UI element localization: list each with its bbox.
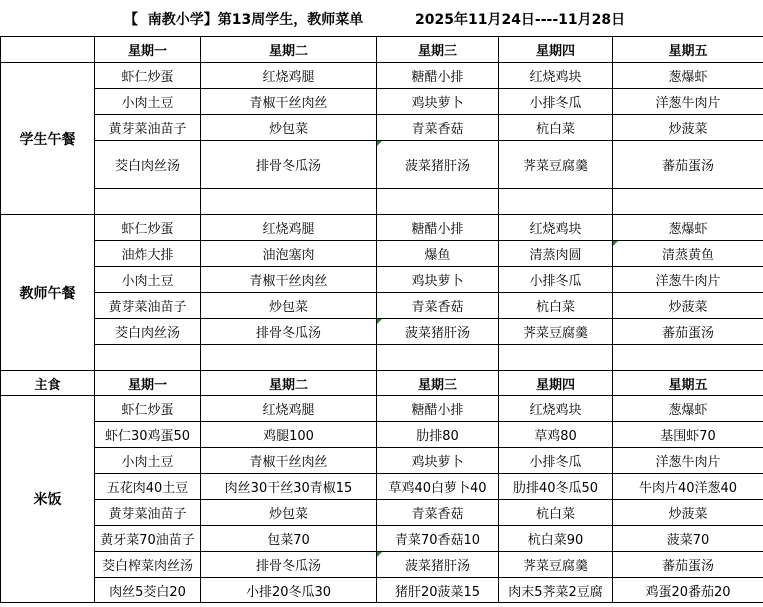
menu-cell: 小排冬瓜 — [499, 267, 613, 293]
weekday-header: 星期二 — [201, 371, 377, 396]
menu-cell — [95, 189, 201, 215]
menu-cell: 青菜香菇 — [377, 115, 499, 141]
menu-cell — [499, 345, 613, 371]
menu-cell: 鸡块萝卜 — [377, 448, 499, 474]
menu-cell: 鸡块萝卜 — [377, 89, 499, 115]
weekday-header: 星期三 — [377, 371, 499, 396]
menu-cell: 青椒干丝肉丝 — [201, 89, 377, 115]
menu-cell: 洋葱牛肉片 — [613, 448, 763, 474]
menu-cell: 肉丝30干丝30青椒15 — [201, 474, 377, 500]
menu-cell: 蕃茄蛋汤 — [613, 141, 763, 189]
comment-marker-icon — [377, 141, 382, 146]
menu-cell: 青菜香菇 — [377, 293, 499, 319]
menu-cell: 红烧鸡块 — [499, 63, 613, 89]
menu-cell: 葱爆虾 — [613, 215, 763, 241]
menu-cell: 糖醋小排 — [377, 63, 499, 89]
menu-cell: 糖醋小排 — [377, 396, 499, 422]
menu-cell: 糖醋小排 — [377, 215, 499, 241]
menu-cell: 洋葱牛肉片 — [613, 89, 763, 115]
section-label-student: 学生午餐 — [1, 63, 95, 215]
menu-cell: 牛肉片40洋葱40 — [613, 474, 763, 500]
menu-cell — [613, 345, 763, 371]
table-row — [1, 189, 763, 215]
menu-cell: 爆鱼 — [377, 241, 499, 267]
menu-cell: 青菜香菇 — [377, 500, 499, 526]
menu-cell: 黄芽菜油苗子 — [95, 500, 201, 526]
table-row — [1, 371, 763, 396]
menu-cell: 虾仁炒蛋 — [95, 396, 201, 422]
menu-cell: 草鸡80 — [499, 422, 613, 448]
menu-cell: 茭白肉丝汤 — [95, 319, 201, 345]
menu-cell: 葱爆虾 — [613, 396, 763, 422]
table-row — [1, 37, 763, 63]
table-row — [1, 500, 763, 526]
weekday-header: 星期一 — [95, 371, 201, 396]
menu-cell: 炒包菜 — [201, 293, 377, 319]
menu-cell — [377, 189, 499, 215]
menu-cell: 小排20冬瓜30 — [201, 578, 377, 603]
menu-cell: 青椒干丝肉丝 — [201, 448, 377, 474]
table-row — [1, 448, 763, 474]
weekday-header: 星期四 — [499, 37, 613, 63]
menu-cell: 青椒干丝肉丝 — [201, 267, 377, 293]
menu-cell: 菠菜猪肝汤 — [377, 552, 499, 578]
menu-title-school: 【 南教小学】第13周学生，教师菜单 — [124, 12, 364, 28]
menu-cell: 肋排80 — [377, 422, 499, 448]
table-row — [1, 293, 763, 319]
section-label-rice: 米饭 — [1, 396, 95, 603]
menu-cell: 炒包菜 — [201, 115, 377, 141]
menu-cell: 鸡腿100 — [201, 422, 377, 448]
menu-cell: 油炸大排 — [95, 241, 201, 267]
table-row — [1, 89, 763, 115]
table-row — [1, 141, 763, 189]
menu-cell: 葱爆虾 — [613, 63, 763, 89]
menu-cell: 肉丝5茭白20 — [95, 578, 201, 603]
menu-cell: 包菜70 — [201, 526, 377, 552]
table-row — [1, 396, 763, 422]
table-row — [1, 526, 763, 552]
menu-cell: 杭白菜 — [499, 293, 613, 319]
menu-cell: 小肉土豆 — [95, 89, 201, 115]
menu-cell — [201, 189, 377, 215]
menu-cell — [613, 189, 763, 215]
weekday-header: 星期一 — [95, 37, 201, 63]
menu-cell: 菠菜猪肝汤 — [377, 141, 499, 189]
menu-cell: 肉末5荠菜2豆腐 — [499, 578, 613, 603]
menu-cell: 五花肉40土豆 — [95, 474, 201, 500]
weekday-header: 星期五 — [613, 371, 763, 396]
table-row — [1, 241, 763, 267]
menu-cell: 红烧鸡腿 — [201, 215, 377, 241]
menu-cell: 清蒸肉圆 — [499, 241, 613, 267]
comment-marker-icon — [613, 241, 618, 246]
menu-cell: 小排冬瓜 — [499, 89, 613, 115]
menu-cell: 菠菜猪肝汤 — [377, 319, 499, 345]
menu-cell: 炒包菜 — [201, 500, 377, 526]
menu-cell — [95, 345, 201, 371]
table-row — [1, 578, 763, 603]
menu-cell: 杭白菜 — [499, 500, 613, 526]
table-row — [1, 422, 763, 448]
weekday-header: 星期五 — [613, 37, 763, 63]
table-row — [1, 115, 763, 141]
menu-cell: 杭白菜 — [499, 115, 613, 141]
menu-cell: 草鸡40白萝卜40 — [377, 474, 499, 500]
menu-cell: 黄牙菜70油苗子 — [95, 526, 201, 552]
table-row — [1, 267, 763, 293]
menu-title-dates: 2025年11月24日----11月28日 — [415, 12, 626, 28]
corner-cell — [1, 37, 95, 63]
menu-cell: 红烧鸡腿 — [201, 63, 377, 89]
staple-header: 主食 — [1, 371, 95, 396]
comment-marker-icon — [377, 319, 382, 324]
menu-cell: 小排冬瓜 — [499, 448, 613, 474]
menu-title — [0, 0, 763, 36]
menu-cell: 排骨冬瓜汤 — [201, 319, 377, 345]
menu-cell: 排骨冬瓜汤 — [201, 141, 377, 189]
menu-cell: 蕃茄蛋汤 — [613, 552, 763, 578]
weekday-header: 星期二 — [201, 37, 377, 63]
table-row — [1, 215, 763, 241]
menu-cell: 油泡塞肉 — [201, 241, 377, 267]
menu-cell: 猪肝20菠菜15 — [377, 578, 499, 603]
menu-cell: 炒菠菜 — [613, 293, 763, 319]
table-row — [1, 474, 763, 500]
menu-cell: 小肉土豆 — [95, 267, 201, 293]
menu-table — [0, 36, 763, 603]
menu-cell: 荠菜豆腐羹 — [499, 141, 613, 189]
menu-cell: 茭白肉丝汤 — [95, 141, 201, 189]
menu-cell: 荠菜豆腐羹 — [499, 552, 613, 578]
menu-cell: 杭白菜90 — [499, 526, 613, 552]
menu-cell: 红烧鸡块 — [499, 215, 613, 241]
menu-cell: 荠菜豆腐羹 — [499, 319, 613, 345]
table-row — [1, 63, 763, 89]
weekday-header: 星期四 — [499, 371, 613, 396]
weekday-header: 星期三 — [377, 37, 499, 63]
menu-cell: 洋葱牛肉片 — [613, 267, 763, 293]
menu-cell: 蕃茄蛋汤 — [613, 319, 763, 345]
menu-cell: 清蒸黄鱼 — [613, 241, 763, 267]
menu-cell: 排骨冬瓜汤 — [201, 552, 377, 578]
menu-cell: 黄芽菜油苗子 — [95, 293, 201, 319]
table-row — [1, 319, 763, 345]
menu-cell — [499, 189, 613, 215]
menu-cell: 鸡块萝卜 — [377, 267, 499, 293]
menu-cell: 茭白榨菜肉丝汤 — [95, 552, 201, 578]
menu-cell: 炒菠菜 — [613, 115, 763, 141]
menu-cell — [377, 345, 499, 371]
table-row — [1, 345, 763, 371]
menu-cell: 虾仁炒蛋 — [95, 215, 201, 241]
menu-cell: 肋排40冬瓜50 — [499, 474, 613, 500]
menu-cell: 炒菠菜 — [613, 500, 763, 526]
section-label-teacher: 教师午餐 — [1, 215, 95, 371]
menu-cell: 虾仁30鸡蛋50 — [95, 422, 201, 448]
menu-cell: 红烧鸡腿 — [201, 396, 377, 422]
menu-cell: 基围虾70 — [613, 422, 763, 448]
comment-marker-icon — [377, 552, 382, 557]
menu-cell: 小肉土豆 — [95, 448, 201, 474]
menu-cell: 青菜70香菇10 — [377, 526, 499, 552]
menu-cell: 鸡蛋20番茄20 — [613, 578, 763, 603]
menu-cell: 菠菜70 — [613, 526, 763, 552]
menu-cell: 红烧鸡块 — [499, 396, 613, 422]
menu-cell: 虾仁炒蛋 — [95, 63, 201, 89]
table-row — [1, 552, 763, 578]
menu-cell — [201, 345, 377, 371]
menu-cell: 黄芽菜油苗子 — [95, 115, 201, 141]
